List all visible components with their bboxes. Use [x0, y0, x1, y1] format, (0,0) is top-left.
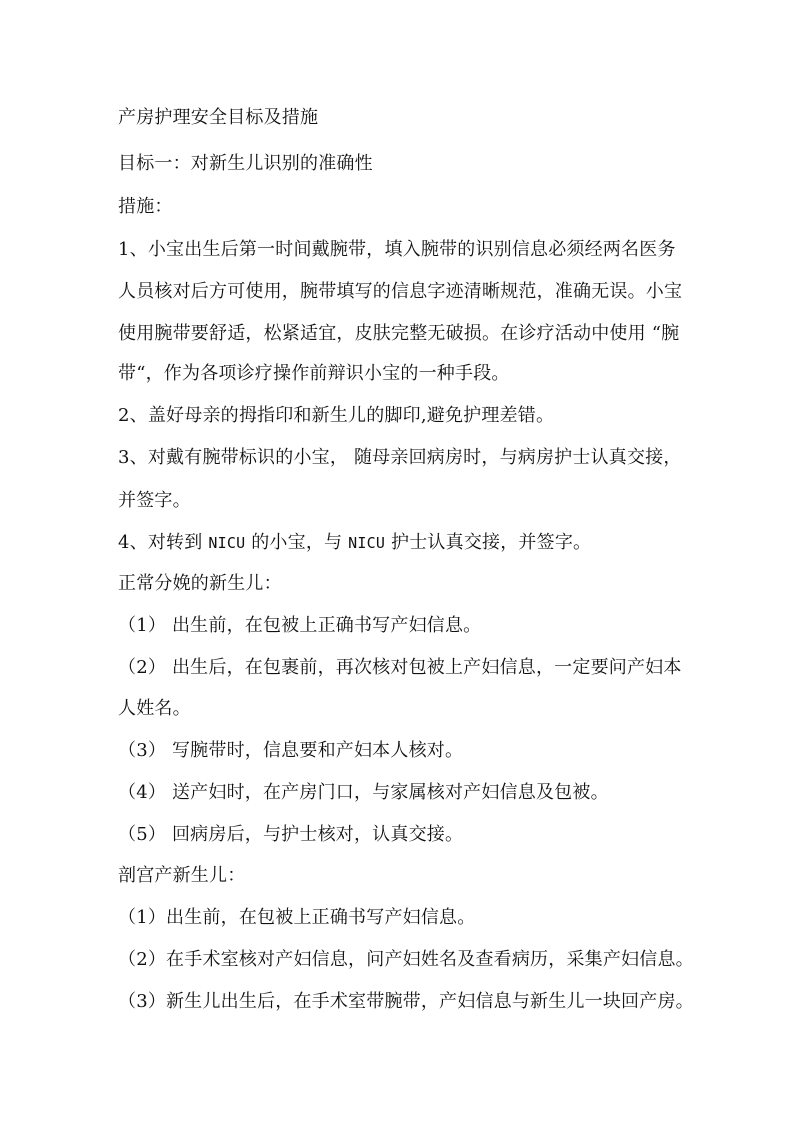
normal-step-3: （3） 写腕带时，信息要和产妇本人核对。	[118, 740, 464, 761]
normal-delivery-heading: 正常分娩的新生儿：	[118, 573, 282, 594]
normal-step-4: （4） 送产妇时，在产房门口，与家属核对产妇信息及包被。	[118, 782, 609, 803]
cesarean-step-3: （3）新生儿出生后，在手术室带腕带，产妇信息与新生儿一块回产房。	[118, 991, 694, 1012]
measure-4-part-2: 的小宝，与	[245, 532, 349, 553]
nicu-term: NICU	[348, 534, 386, 552]
normal-step-5: （5） 回病房后，与护士核对，认真交接。	[118, 824, 464, 845]
normal-step-2-line-1: （2） 出生后，在包裹前，再次核对包被上产妇信息，一定要问产妇本	[118, 657, 682, 678]
measure-3-line-1: 3、对戴有腕带标识的小宝， 随母亲回病房时，与病房护士认真交接，	[118, 447, 682, 468]
goal-heading: 目标一：对新生儿识别的准确性	[118, 153, 373, 174]
measure-1-line-1: 1、小宝出生后第一时间戴腕带，填入腕带的识别信息必须经两名医务	[118, 239, 676, 260]
cesarean-step-2: （2）在手术室核对产妇信息，问产妇姓名及查看病历，采集产妇信息。	[118, 949, 694, 970]
measure-4-part-3: 护士认真交接，并签字。	[385, 532, 592, 553]
measures-label: 措施：	[118, 196, 173, 217]
measure-3-line-2: 并签字。	[118, 490, 191, 511]
normal-step-2-line-2: 人姓名。	[118, 698, 191, 719]
measure-1-line-4: 带“，作为各项诊疗操作前辩识小宝的一种手段。	[118, 363, 510, 384]
measure-1-line-2: 人员核对后方可使用，腕带填写的信息字迹清晰规范，准确无误。小宝	[118, 281, 683, 302]
cesarean-heading: 剖宫产新生儿：	[118, 865, 246, 886]
document-title: 产房护理安全目标及措施	[118, 107, 319, 128]
measure-4-part-1: 4、对转到	[118, 532, 209, 553]
measure-1-line-3: 使用腕带要舒适，松紧适宜，皮肤完整无破损。在诊疗活动中使用 “腕	[118, 323, 680, 344]
measure-4	[118, 531, 728, 555]
cesarean-step-1: （1）出生前，在包被上正确书写产妇信息。	[118, 907, 476, 928]
normal-step-1: （1） 出生前，在包被上正确书写产妇信息。	[118, 615, 482, 636]
measure-2: 2、盖好母亲的拇指印和新生儿的脚印,避免护理差错。	[118, 405, 555, 426]
nicu-term: NICU	[208, 534, 246, 552]
